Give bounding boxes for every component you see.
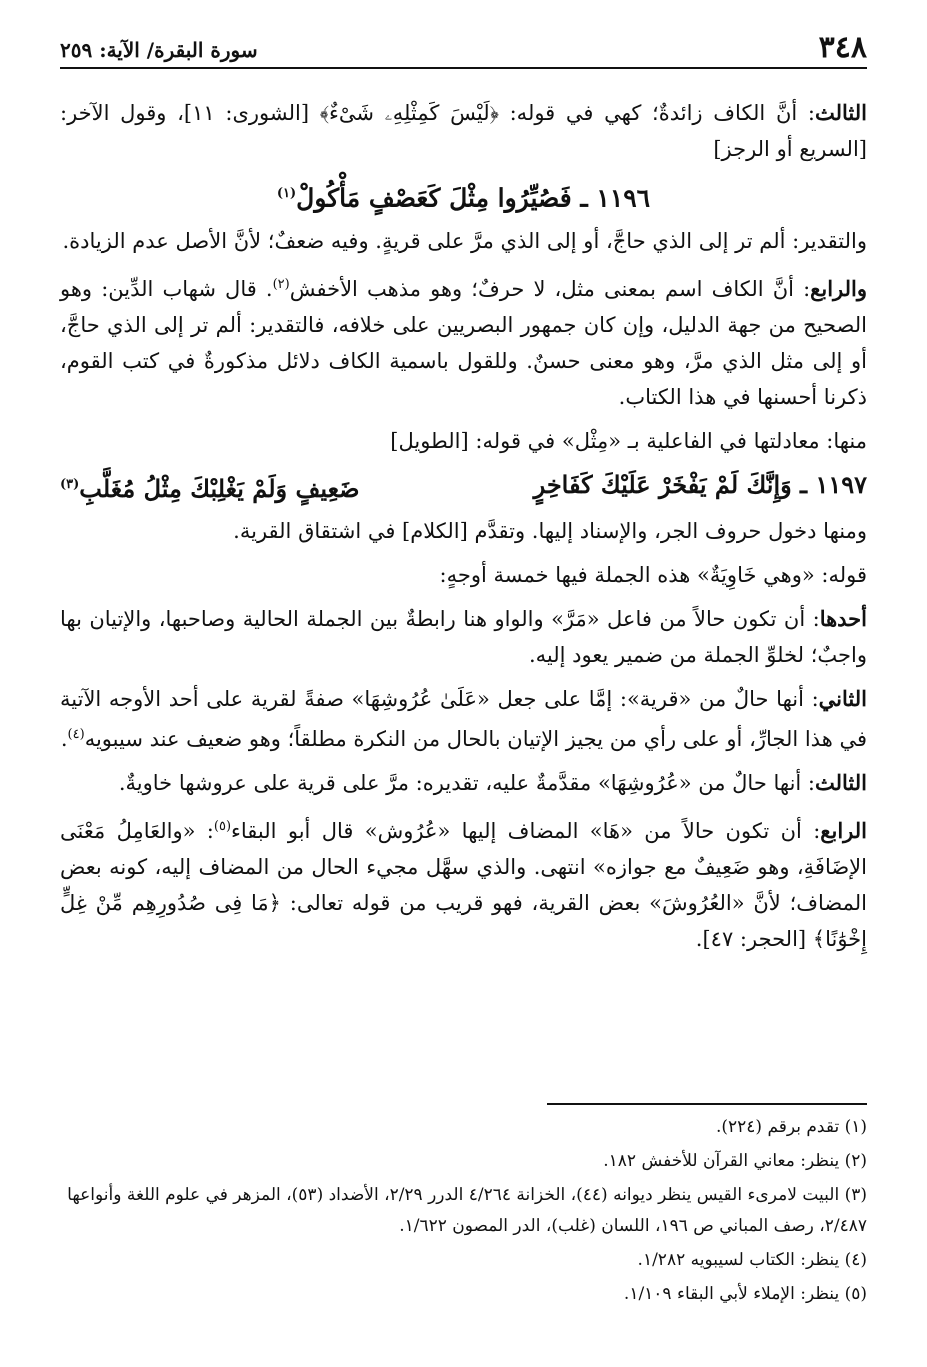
book-page bbox=[60, 30, 867, 965]
verse-text: ١١٩٦ ـ فَصُيِّرُوا مِثْلَ كَعَصْفٍ مَأْكُولْ bbox=[296, 183, 651, 213]
footnote-marker: (٥) bbox=[213, 819, 232, 835]
paragraph-text: : أنها حالٌ من «عُرُوشِهَا» مقدَّمةٌ عليه، تقديره: مرَّ على قرية على عروشها خاويةٌ. bbox=[118, 771, 815, 796]
paragraph-aspect-three bbox=[60, 765, 867, 801]
paragraph-text: : أنَّ الكاف اسم بمعنى مثل، لا حرفٌ؛ وهو مذهب الأخفش bbox=[289, 277, 811, 302]
footnotes bbox=[60, 1112, 867, 1313]
footnote-1: (١) تقدم برقم (٢٢٤). bbox=[715, 1117, 867, 1137]
paragraph-lead: الثالث bbox=[815, 770, 867, 796]
paragraph-aspect-two bbox=[60, 681, 867, 757]
paragraph-text: : أنها حالٌ من «قرية»: إمَّا على جعل «عَلَىٰ عُرُوشِهَا» صفةً لقرية على أحد الأوجه الآتية في هذا الجارِّ، أو على رأي من يجيز الإتيان بالحال من النكرة مطلقاً؛ وهو ضعيف عند سيبويه bbox=[60, 687, 867, 752]
footnote-separator bbox=[547, 1103, 867, 1105]
footnote-marker: (٤) bbox=[67, 727, 85, 743]
paragraph-estimation bbox=[60, 223, 867, 259]
footnote-3: (٣) البيت لامرىء القيس ينظر ديوانه (٤٤)، الخزانة ٤/٢٦٤ الدرر ٢/٢٩، الأضداد (٥٣)، المزهر في علوم اللغة وأنواعها ٢/٤٨٧، رصف المباني ص ١٩٦، اللسان (غلب)، الدر المصون ١/٦٢٢. bbox=[67, 1185, 867, 1236]
footnote-5: (٥) ينظر: الإملاء لأبي البقاء ١/١٠٩. bbox=[623, 1284, 867, 1304]
paragraph-third-opinion bbox=[60, 95, 867, 167]
footnote-marker: (٢) bbox=[272, 277, 290, 293]
verse-first-hemistich: ١١٩٧ ـ وَإِنَّكَ لَمْ يَفْخَرْ عَلَيْكَ كَفَاخِرٍ bbox=[533, 470, 867, 500]
footnote-2: (٢) ينظر: معاني القرآن للأخفش ١٨٢. bbox=[603, 1151, 867, 1171]
page-number: ٣٤٨ bbox=[818, 30, 867, 65]
paragraph-lead: أحدها bbox=[819, 606, 867, 632]
paragraph-text: : أن تكون حالاً من «هَا» المضاف إليها «عُرُوش» قال أبو البقاء bbox=[231, 819, 821, 844]
paragraph-text: ومنها دخول حروف الجر، والإسناد إليها. وتقدَّم [الكلام] في اشتقاق القرية. bbox=[233, 519, 867, 544]
footnote-marker: (٣) bbox=[60, 477, 80, 493]
paragraph-aspect-four bbox=[60, 809, 867, 957]
paragraph-lead: والرابع bbox=[810, 276, 867, 302]
paragraph-text: قوله: «وهي خَاوِيَةٌ» هذه الجملة فيها خمسة أوجهٍ: bbox=[439, 563, 867, 588]
poem-verse-1196 bbox=[60, 175, 867, 217]
paragraph-lead: الثاني bbox=[818, 686, 867, 712]
paragraph-text-continued: . bbox=[60, 727, 68, 752]
main-text bbox=[60, 95, 867, 957]
paragraph-lead: الثالث bbox=[815, 100, 868, 125]
verse-second-hemistich: ضَعِيفٍ وَلَمْ يَغْلِبْكَ مِثْلُ مُغَلَّبِ bbox=[79, 474, 360, 504]
paragraph-five-aspects bbox=[60, 557, 867, 593]
paragraph-text: : أنَّ الكاف زائدةٌ؛ كهي في قوله: ﴿لَيْسَ كَمِثْلِهِۦ شَىْءٌ﴾ [الشورى: ١١]، وقول الآخر: [السريع أو الرجز] bbox=[60, 101, 867, 161]
footnote-4: (٤) ينظر: الكتاب لسيبويه ١/٢٨٢. bbox=[637, 1250, 867, 1270]
paragraph-prepositions bbox=[60, 513, 867, 549]
footnote-marker: (١) bbox=[276, 186, 297, 201]
paragraph-text: : أن تكون حالاً من فاعل «مَرَّ» والواو هنا رابطةٌ بين الجملة الحالية وصاحبها، والإتيان بها واجبٌ؛ لخلوِّ الجملة من ضمير يعود إليه. bbox=[60, 607, 867, 668]
paragraph-text: والتقدير: ألم تر إلى الذي حاجَّ، أو إلى الذي مرَّ على قريةٍ. وفيه ضعفٌ؛ لأنَّ الأصل عدم الزيادة. bbox=[62, 229, 867, 254]
paragraph-text: منها: معادلتها في الفاعلية بـ «مِثْل» في قوله: [الطويل] bbox=[390, 429, 867, 454]
paragraph-text-continued: . قال شهاب الدِّين: وهو الصحيح من جهة الدليل، وإن كان جمهور البصريين على خلافه، فالتقدير: ألم تر إلى الذي حاجَّ، أو إلى مثل الذي مرَّ، وهو معنى حسنٌ. وللقول باسمية الكاف دلائل مذكورةٌ في كتب القوم، ذكرنا أحسنها في هذا الكتاب. bbox=[60, 277, 867, 410]
paragraph-fourth-opinion bbox=[60, 267, 867, 415]
paragraph-evidence bbox=[60, 423, 867, 459]
paragraph-lead: الرابع bbox=[820, 818, 867, 844]
paragraph-aspect-one bbox=[60, 601, 867, 673]
page-header bbox=[60, 30, 867, 69]
poem-verse-1197 bbox=[60, 467, 867, 507]
running-title: سورة البقرة/ الآية: ٢٥٩ bbox=[60, 38, 258, 62]
paragraph-text-continued: : «والعَامِلُ مَعْنَى الإضَافَةِ، وهو ضَعِيفٌ مع جوازه» انتهى. والذي سهَّل مجيء الحال من المضاف إليه، كونه بعض المضاف؛ لأنَّ «العُرُوشَ» بعض القرية، فهو قريب من قوله تعالى: ﴿مَا فِى صُدُورِهِم مِّنْ غِلٍّ إِخْوَٰنًا﴾ [الحجر: ٤٧]. bbox=[60, 819, 867, 952]
